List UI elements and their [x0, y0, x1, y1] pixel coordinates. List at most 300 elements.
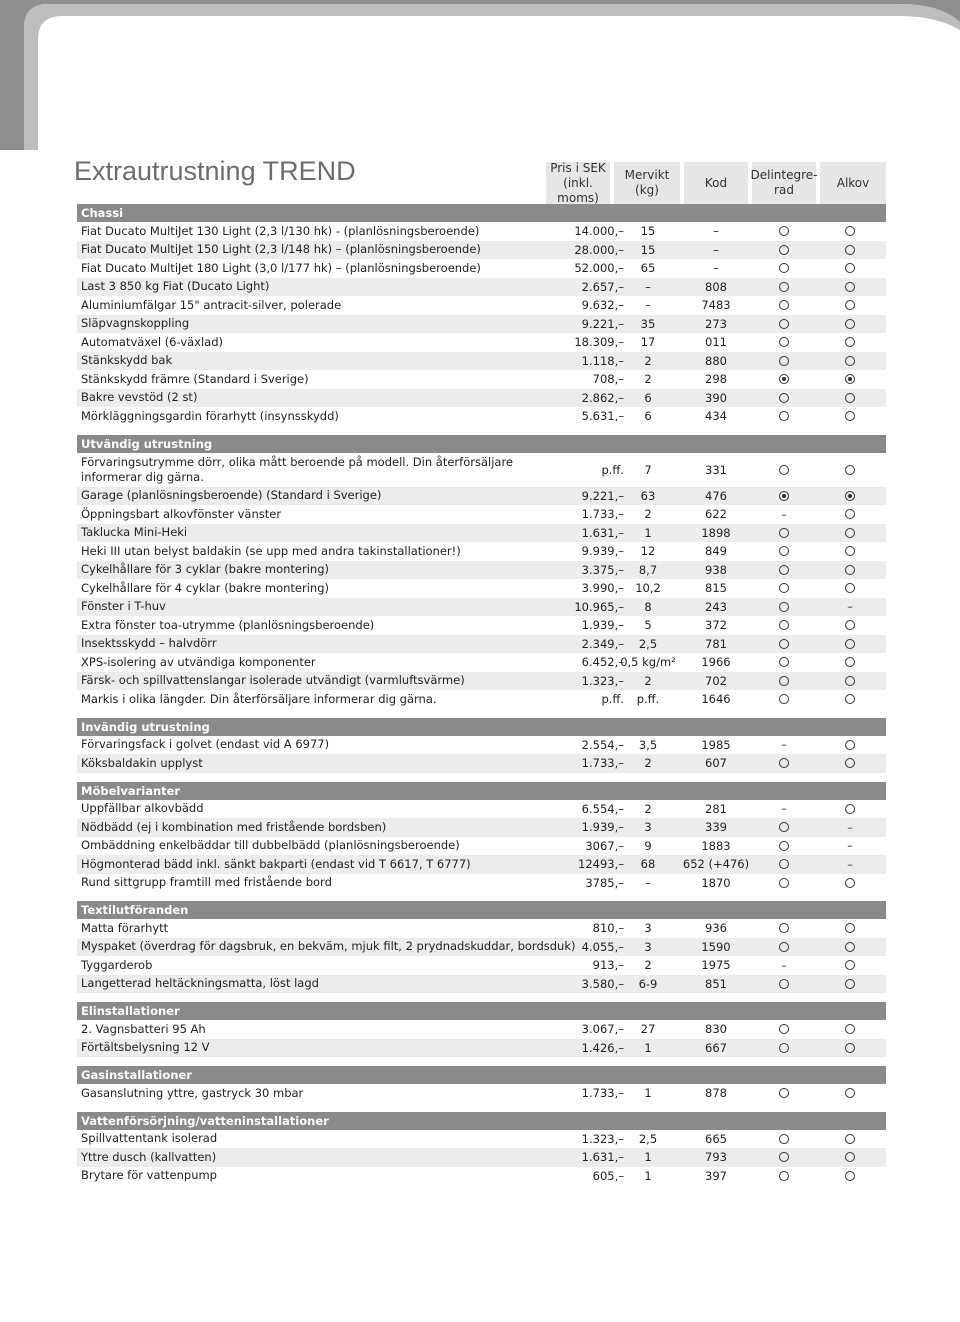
- standard-dot-circle-icon: [845, 491, 855, 501]
- section-header: Möbelvarianter: [77, 782, 886, 800]
- optional-circle-icon: [779, 546, 789, 556]
- optional-circle-icon: [845, 565, 855, 575]
- optional-circle-icon: [779, 565, 789, 575]
- row-description: Garage (planlösningsberoende) (Standard i Sverige): [81, 488, 382, 503]
- row-alkov: [819, 407, 881, 426]
- row-delintegrerad: [749, 1084, 819, 1103]
- row-alkov: [819, 524, 881, 543]
- row-description: Bakre vevstöd (2 st): [81, 390, 198, 405]
- optional-circle-icon: [779, 1134, 789, 1144]
- optional-circle-icon: [779, 263, 789, 273]
- row-description: Cykelhållare för 3 cyklar (bakre montering): [81, 562, 329, 577]
- row-description: Tyggarderob: [81, 957, 153, 972]
- optional-circle-icon: [845, 1134, 855, 1144]
- optional-circle-icon: [779, 282, 789, 292]
- row-price: 52.000,–: [574, 261, 624, 276]
- row-code: 011: [705, 335, 727, 350]
- row-description: Fiat Ducato MultiJet 150 Light (2,3 l/148 hk) – (planlösningsberoende): [81, 242, 481, 257]
- row-alkov: [819, 487, 881, 506]
- row-price: 1.426,–: [581, 1040, 624, 1055]
- row-description: Myspaket (överdrag för dagsbruk, en bekväm, mjuk filt, 2 prydnadskuddar, bordsduk): [81, 939, 576, 954]
- row-price: 1.118,–: [581, 353, 624, 368]
- table-row: [77, 1020, 886, 1039]
- row-code: 1985: [701, 737, 731, 752]
- not-available-dash: –: [781, 738, 787, 752]
- table-row: [77, 453, 886, 487]
- row-description: Släpvagnskoppling: [81, 316, 190, 331]
- row-code: 622: [705, 507, 727, 522]
- row-delintegrerad: [749, 241, 819, 260]
- row-code: 1966: [701, 655, 731, 670]
- row-alkov: [819, 855, 881, 874]
- row-code: 851: [705, 976, 727, 991]
- row-alkov: [819, 505, 881, 524]
- row-code: 1975: [701, 958, 731, 973]
- row-alkov: [819, 598, 881, 617]
- row-alkov: [819, 259, 881, 278]
- optional-circle-icon: [845, 620, 855, 630]
- row-description: Ombäddning enkelbäddar till dubbelbädd (planlösningsberoende): [81, 838, 460, 853]
- row-code: 331: [705, 462, 727, 477]
- row-delintegrerad: [749, 407, 819, 426]
- row-weight: 3: [644, 939, 652, 954]
- standard-dot-circle-icon: [779, 491, 789, 501]
- row-alkov: [819, 453, 881, 487]
- header-alkov: Alkov: [820, 162, 886, 204]
- not-available-dash: –: [781, 958, 787, 972]
- row-code: 702: [705, 673, 727, 688]
- optional-circle-icon: [779, 1043, 789, 1053]
- optional-circle-icon: [779, 602, 789, 612]
- row-alkov: [819, 315, 881, 334]
- table-row: [77, 1039, 886, 1058]
- optional-circle-icon: [779, 356, 789, 366]
- table-row: [77, 616, 886, 635]
- row-alkov: [819, 579, 881, 598]
- row-code: –: [713, 224, 719, 239]
- table-row: [77, 1148, 886, 1167]
- row-code: 298: [705, 372, 727, 387]
- row-delintegrerad: [749, 800, 819, 819]
- row-delintegrerad: [749, 1020, 819, 1039]
- table-row: [77, 487, 886, 506]
- row-price: 5.631,–: [581, 409, 624, 424]
- row-weight: 3: [644, 820, 652, 835]
- row-alkov: [819, 1020, 881, 1039]
- optional-circle-icon: [779, 528, 789, 538]
- table-row: [77, 1130, 886, 1149]
- row-alkov: [819, 635, 881, 654]
- row-code: 372: [705, 618, 727, 633]
- row-price: 6.554,–: [581, 801, 624, 816]
- row-alkov: [819, 389, 881, 408]
- row-description: Högmonterad bädd inkl. sänkt bakparti (endast vid T 6617, T 6777): [81, 856, 471, 871]
- row-weight: 63: [640, 488, 656, 503]
- optional-circle-icon: [845, 942, 855, 952]
- row-price: 2.554,–: [581, 737, 624, 752]
- row-weight: 10,2: [635, 581, 661, 596]
- optional-circle-icon: [845, 1088, 855, 1098]
- table-row: [77, 598, 886, 617]
- optional-circle-icon: [779, 979, 789, 989]
- optional-circle-icon: [845, 300, 855, 310]
- row-code: 665: [705, 1131, 727, 1146]
- section-header: Vattenförsörjning/vatteninstallationer: [77, 1112, 886, 1130]
- row-description: Extra fönster toa-utrymme (planlösningsberoende): [81, 617, 375, 632]
- row-weight: 3: [644, 921, 652, 936]
- row-alkov: [819, 1039, 881, 1058]
- table-row: [77, 1084, 886, 1103]
- row-delintegrerad: [749, 333, 819, 352]
- table-row: [77, 561, 886, 580]
- row-price: 10.965,–: [574, 599, 624, 614]
- optional-circle-icon: [845, 979, 855, 989]
- row-description: Förtältsbelysning 12 V: [81, 1040, 210, 1055]
- table-row: [77, 505, 886, 524]
- optional-circle-icon: [845, 337, 855, 347]
- row-delintegrerad: [749, 616, 819, 635]
- table-row: [77, 241, 886, 260]
- row-delintegrerad: [749, 352, 819, 371]
- row-alkov: [819, 754, 881, 773]
- row-description: Cykelhållare för 4 cyklar (bakre montering): [81, 580, 329, 595]
- row-alkov: [819, 938, 881, 957]
- table-row: [77, 919, 886, 938]
- table-row: [77, 800, 886, 819]
- table-row: [77, 352, 886, 371]
- row-description: Öppningsbart alkovfönster vänster: [81, 506, 282, 521]
- optional-circle-icon: [845, 758, 855, 768]
- row-delintegrerad: [749, 370, 819, 389]
- row-code: 667: [705, 1040, 727, 1055]
- row-delintegrerad: [749, 524, 819, 543]
- row-delintegrerad: [749, 754, 819, 773]
- row-code: 938: [705, 562, 727, 577]
- row-code: 397: [705, 1168, 727, 1183]
- row-code: 781: [705, 636, 727, 651]
- row-code: 1646: [701, 692, 731, 707]
- optional-circle-icon: [845, 657, 855, 667]
- table-row: [77, 542, 886, 561]
- row-alkov: [819, 956, 881, 975]
- row-weight: 9: [644, 838, 652, 853]
- table-row: [77, 1167, 886, 1186]
- optional-circle-icon: [845, 528, 855, 538]
- row-code: 607: [705, 756, 727, 771]
- corner-decoration: [0, 0, 960, 150]
- row-delintegrerad: [749, 975, 819, 994]
- row-code: 830: [705, 1022, 727, 1037]
- row-weight: 6-9: [638, 976, 658, 991]
- row-description: 2. Vagnsbatteri 95 Ah: [81, 1021, 206, 1036]
- row-price: 9.632,–: [581, 298, 624, 313]
- optional-circle-icon: [779, 1024, 789, 1034]
- row-price: 708,–: [592, 372, 624, 387]
- row-code: 7483: [701, 298, 731, 313]
- table-row: [77, 296, 886, 315]
- row-description: Köksbaldakin upplyst: [81, 755, 203, 770]
- table-row: [77, 818, 886, 837]
- row-weight: 2: [644, 673, 652, 688]
- optional-circle-icon: [845, 923, 855, 933]
- table-row: [77, 333, 886, 352]
- row-alkov: [819, 1130, 881, 1149]
- row-code: 476: [705, 488, 727, 503]
- row-alkov: [819, 1167, 881, 1186]
- row-alkov: [819, 561, 881, 580]
- table-row: [77, 278, 886, 297]
- optional-circle-icon: [779, 657, 789, 667]
- row-delintegrerad: [749, 653, 819, 672]
- optional-circle-icon: [779, 878, 789, 888]
- row-code: 878: [705, 1086, 727, 1101]
- row-weight: 27: [640, 1022, 656, 1037]
- row-delintegrerad: [749, 837, 819, 856]
- row-delintegrerad: [749, 561, 819, 580]
- row-delintegrerad: [749, 222, 819, 241]
- row-description: Last 3 850 kg Fiat (Ducato Light): [81, 279, 270, 294]
- section-header: Textilutföranden: [77, 901, 886, 919]
- table-row: [77, 407, 886, 426]
- row-delintegrerad: [749, 855, 819, 874]
- row-price: 1.631,–: [581, 1150, 624, 1165]
- row-code: –: [713, 242, 719, 257]
- optional-circle-icon: [779, 300, 789, 310]
- row-price: 14.000,–: [574, 224, 624, 239]
- optional-circle-icon: [845, 960, 855, 970]
- optional-circle-icon: [779, 393, 789, 403]
- row-weight: 0,5 kg/m²: [620, 655, 676, 670]
- row-price: 2.349,–: [581, 636, 624, 651]
- not-available-dash: –: [847, 857, 853, 871]
- row-price: 1.733,–: [581, 507, 624, 522]
- optional-circle-icon: [845, 465, 855, 475]
- row-alkov: [819, 616, 881, 635]
- row-delintegrerad: [749, 259, 819, 278]
- row-weight: 5: [644, 618, 652, 633]
- header-price: Pris i SEK (inkl. moms): [546, 162, 610, 204]
- optional-circle-icon: [845, 804, 855, 814]
- optional-circle-icon: [845, 319, 855, 329]
- row-price: 3067,–: [585, 838, 624, 853]
- row-weight: –: [645, 875, 651, 890]
- row-price: 913,–: [592, 958, 624, 973]
- row-price: 1.323,–: [581, 1131, 624, 1146]
- row-delintegrerad: [749, 956, 819, 975]
- optional-circle-icon: [779, 841, 789, 851]
- row-delintegrerad: [749, 818, 819, 837]
- table-row: [77, 389, 886, 408]
- optional-circle-icon: [779, 822, 789, 832]
- row-description: XPS-isolering av utvändiga komponenter: [81, 654, 316, 669]
- row-weight: 35: [640, 316, 656, 331]
- row-alkov: [819, 690, 881, 709]
- row-description: Mörkläggningsgardin förarhytt (insynsskydd): [81, 408, 339, 423]
- optional-circle-icon: [779, 1088, 789, 1098]
- row-price: 9.939,–: [581, 544, 624, 559]
- optional-circle-icon: [779, 583, 789, 593]
- table-row: [77, 672, 886, 691]
- row-weight: 1: [644, 1086, 652, 1101]
- row-description: Uppfällbar alkovbädd: [81, 801, 204, 816]
- optional-circle-icon: [779, 758, 789, 768]
- optional-circle-icon: [779, 694, 789, 704]
- optional-circle-icon: [845, 282, 855, 292]
- optional-circle-icon: [845, 1024, 855, 1034]
- row-description: Markis i olika längder. Din återförsäljare informerar dig gärna.: [81, 691, 437, 706]
- row-price: 1.323,–: [581, 673, 624, 688]
- row-description: Langetterad heltäckningsmatta, löst lagd: [81, 976, 319, 991]
- row-alkov: [819, 975, 881, 994]
- row-weight: 2: [644, 958, 652, 973]
- section-header: Utvändig utrustning: [77, 435, 886, 453]
- row-weight: 1: [644, 1040, 652, 1055]
- row-delintegrerad: [749, 635, 819, 654]
- optional-circle-icon: [779, 676, 789, 686]
- row-weight: 1: [644, 1150, 652, 1165]
- row-code: 808: [705, 279, 727, 294]
- row-code: 652 (+476): [682, 857, 750, 872]
- row-description: Brytare för vattenpump: [81, 1168, 217, 1183]
- optional-circle-icon: [845, 878, 855, 888]
- row-weight: 8: [644, 599, 652, 614]
- row-description: Gasanslutning yttre, gastryck 30 mbar: [81, 1085, 304, 1100]
- equipment-table: [77, 204, 886, 1185]
- optional-circle-icon: [779, 245, 789, 255]
- row-price: p.ff.: [601, 462, 624, 477]
- row-code: 434: [705, 409, 727, 424]
- optional-circle-icon: [779, 942, 789, 952]
- header-weight: Mervikt (kg): [614, 162, 680, 204]
- optional-circle-icon: [845, 245, 855, 255]
- row-weight: 6: [644, 409, 652, 424]
- row-code: –: [713, 261, 719, 276]
- row-price: 810,–: [592, 921, 624, 936]
- row-price: 6.452,–: [581, 655, 624, 670]
- optional-circle-icon: [845, 393, 855, 403]
- row-weight: 1: [644, 1168, 652, 1183]
- row-delintegrerad: [749, 1130, 819, 1149]
- row-description: Fiat Ducato MultiJet 130 Light (2,3 l/130 hk) - (planlösningsberoende): [81, 223, 480, 238]
- row-description: Heki III utan belyst baldakin (se upp med andra takinstallationer!): [81, 543, 461, 558]
- row-weight: 1: [644, 525, 652, 540]
- row-price: 2.862,–: [581, 390, 624, 405]
- not-available-dash: –: [847, 839, 853, 853]
- optional-circle-icon: [845, 226, 855, 236]
- not-available-dash: –: [847, 820, 853, 834]
- row-code: 243: [705, 599, 727, 614]
- row-alkov: [819, 672, 881, 691]
- standard-dot-circle-icon: [779, 374, 789, 384]
- table-row: [77, 579, 886, 598]
- row-code: 880: [705, 353, 727, 368]
- optional-circle-icon: [779, 859, 789, 869]
- row-weight: 2: [644, 372, 652, 387]
- row-price: 3.375,–: [581, 562, 624, 577]
- optional-circle-icon: [779, 337, 789, 347]
- optional-circle-icon: [845, 583, 855, 593]
- header-delintegrerad: Delintegre-rad: [752, 162, 816, 204]
- table-row: [77, 315, 886, 334]
- optional-circle-icon: [779, 226, 789, 236]
- section-header: Elinstallationer: [77, 1002, 886, 1020]
- row-weight: 2,5: [638, 636, 658, 651]
- row-description: Taklucka Mini-Heki: [81, 525, 188, 540]
- row-delintegrerad: [749, 672, 819, 691]
- row-delintegrerad: [749, 598, 819, 617]
- table-row: [77, 635, 886, 654]
- optional-circle-icon: [779, 1171, 789, 1181]
- table-row: [77, 690, 886, 709]
- optional-circle-icon: [845, 356, 855, 366]
- row-delintegrerad: [749, 453, 819, 487]
- table-row: [77, 956, 886, 975]
- row-price: 3.990,–: [581, 581, 624, 596]
- row-description: Insektsskydd – halvdörr: [81, 636, 217, 651]
- table-row: [77, 370, 886, 389]
- row-alkov: [819, 818, 881, 837]
- row-alkov: [819, 278, 881, 297]
- optional-circle-icon: [779, 620, 789, 630]
- row-delintegrerad: [749, 874, 819, 893]
- table-row: [77, 938, 886, 957]
- row-code: 815: [705, 581, 727, 596]
- row-delintegrerad: [749, 278, 819, 297]
- row-alkov: [819, 919, 881, 938]
- row-delintegrerad: [749, 1148, 819, 1167]
- row-price: 1.631,–: [581, 525, 624, 540]
- row-description: Stänkskydd bak: [81, 353, 173, 368]
- optional-circle-icon: [845, 676, 855, 686]
- row-description: Förvaringsfack i golvet (endast vid A 6977): [81, 737, 330, 752]
- row-price: 1.733,–: [581, 1086, 624, 1101]
- header-code: Kod: [684, 162, 748, 204]
- table-row: [77, 524, 886, 543]
- row-alkov: [819, 837, 881, 856]
- row-delintegrerad: [749, 690, 819, 709]
- optional-circle-icon: [845, 1043, 855, 1053]
- row-delintegrerad: [749, 1039, 819, 1058]
- optional-circle-icon: [779, 639, 789, 649]
- optional-circle-icon: [845, 509, 855, 519]
- row-price: 1.733,–: [581, 756, 624, 771]
- row-code: 281: [705, 801, 727, 816]
- row-description: Förvaringsutrymme dörr, olika mått beroende på modell. Din återförsäljare informerar dig gärna.: [81, 454, 513, 484]
- row-delintegrerad: [749, 487, 819, 506]
- row-code: 849: [705, 544, 727, 559]
- row-price: 18.309,–: [574, 335, 624, 350]
- row-delintegrerad: [749, 296, 819, 315]
- row-weight: 3,5: [638, 737, 658, 752]
- row-alkov: [819, 241, 881, 260]
- table-row: [77, 736, 886, 755]
- row-alkov: [819, 222, 881, 241]
- row-description: Matta förarhytt: [81, 920, 169, 935]
- row-weight: 7: [644, 462, 652, 477]
- optional-circle-icon: [845, 411, 855, 421]
- row-weight: –: [645, 279, 651, 294]
- row-price: 1.939,–: [581, 820, 624, 835]
- row-weight: 2,5: [638, 1131, 658, 1146]
- row-description: Fönster i T-huv: [81, 599, 166, 614]
- row-description: Yttre dusch (kallvatten): [81, 1149, 217, 1164]
- optional-circle-icon: [845, 639, 855, 649]
- table-row: [77, 837, 886, 856]
- table-row: [77, 975, 886, 994]
- not-available-dash: –: [847, 600, 853, 614]
- row-delintegrerad: [749, 389, 819, 408]
- row-weight: 2: [644, 507, 652, 522]
